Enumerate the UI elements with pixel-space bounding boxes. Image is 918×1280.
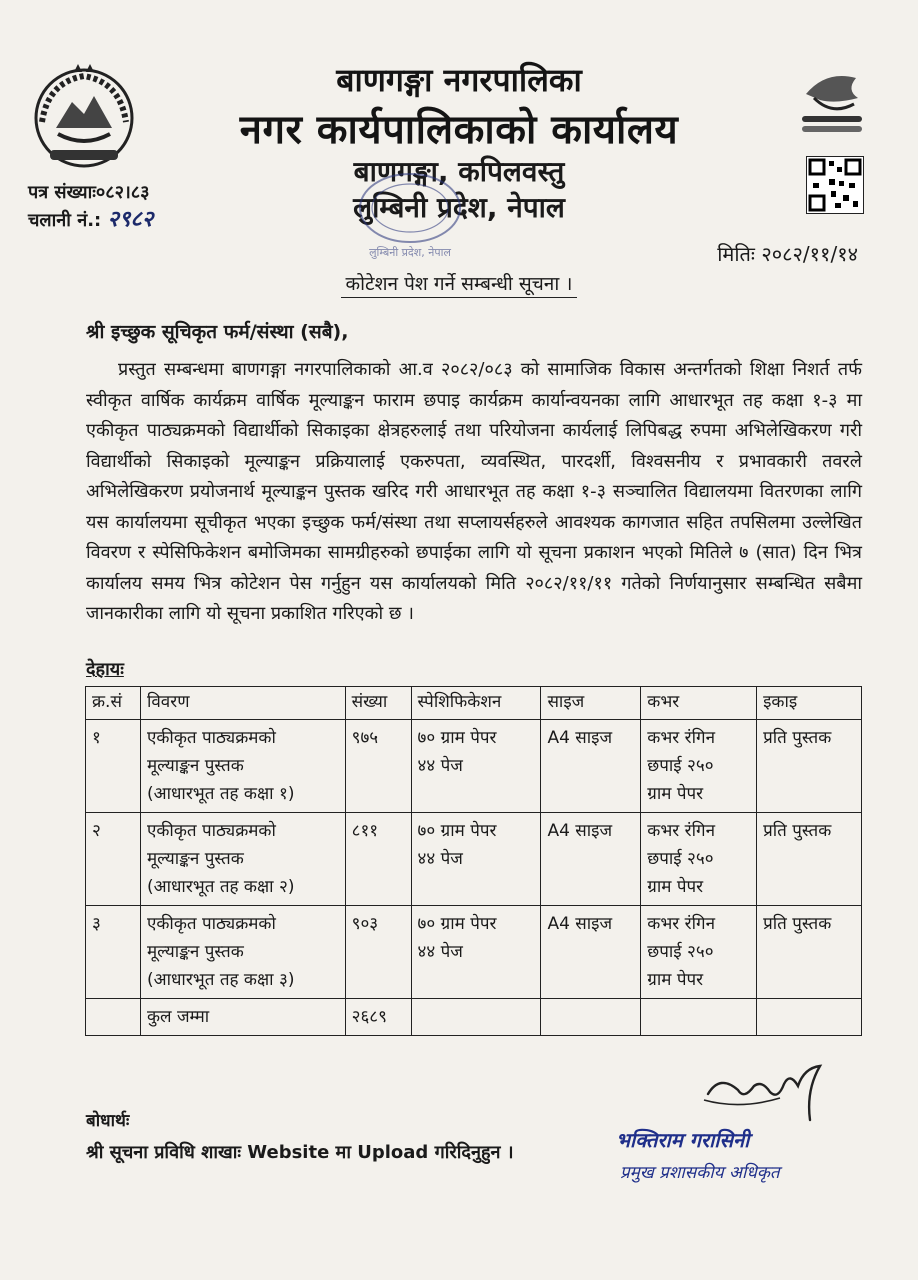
cell-sn: ३: [86, 906, 141, 999]
col-header-quantity: संख्या: [345, 687, 411, 720]
cover-line: कभर रंगिन: [647, 728, 716, 748]
desc-line: मूल्याङ्कन पुस्तक: [146, 942, 244, 962]
col-header-specification: स्पेशिफिकेशन: [411, 687, 541, 720]
cc-line: श्री सूचना प्रविधि शाखाः Website मा Upload गरिदिनुहुन ।: [86, 1142, 514, 1163]
notice-body: प्रस्तुत सम्बन्धमा बाणगङ्गा नगरपालिकाको आ.व २०८२/०८३ को सामाजिक विकास अन्तर्गतको शिक्षा निशर्त तर्फ स्वीकृत वार्षिक कार्यक्रम वार्षिक मूल्याङ्कन फाराम छपाइ कार्यक्रम कार्यान्वयनका लागि आधारभूत तह कक्षा १-३ मा एकीकृत पाठ्यक्रमको विद्यार्थीको सिकाइका क्षेत्रहरुलाई तथा परियोजना कार्यलाई लिपिबद्ध रुपमा अभिलेखिकरण गरी विद्यार्थीको सिकाइको मूल्याङ्कन प्रक्रियालाई एकरुपता, व्यवस्थित, पारदर्शी, विश्वसनीय र प्रभावकारी तवरले अभिलेखिकरण प्रयोजनार्थ मूल्याङ्कन पुस्तक खरिद गरी आधारभूत तह कक्षा १-३ सञ्चालित विद्यालयमा वितरणका लागि यस कार्यालयमा सूचीकृत भएका इच्छुक फर्म/संस्था तथा सप्लायर्सहरुले आवश्यक कागजात सहित तपसिलमा उल्लेखित विवरण र स्पेसिफिकेशन बमोजिमका सामग्रीहरुको छपाईका लागि यो सूचना प्रकाशन भएको मितिले ७ (सात) दिन भित्र कार्यालय समय भित्र कोटेशन पेस गर्नुहुन यस कार्यालयको मिति २०८२/११/११ गतेको निर्णयानुसार सम्बन्धित सबैमा जानकारीका लागि यो सूचना प्रकाशित गरिएको छ ।: [86, 359, 862, 624]
letter-number: [28, 180, 153, 206]
cell-specification: [411, 906, 541, 999]
address-line-2: लुम्बिनी प्रदेश, नेपाल: [353, 191, 565, 224]
table-total-row: [86, 999, 862, 1036]
cell-cover: [641, 813, 757, 906]
col-header-size: साइज: [541, 687, 641, 720]
col-header-cover: कभर: [641, 687, 757, 720]
cover-line: छपाई २५०: [647, 756, 714, 776]
cover-line: छपाई २५०: [647, 849, 714, 869]
cell-description: [140, 906, 345, 999]
table-row: [86, 813, 862, 906]
office-stamp: [354, 168, 476, 260]
letter-number-value: ०८२।८३: [95, 182, 150, 203]
cover-line: ग्राम पेपर: [647, 877, 704, 897]
desc-line: एकीकृत पाठ्यक्रमको: [146, 728, 276, 748]
spec-line: ४४ पेज: [417, 756, 463, 776]
cell-sn: १: [86, 720, 141, 813]
dispatch-number: [28, 206, 153, 234]
cover-line: कभर रंगिन: [647, 914, 716, 934]
spec-line: ४४ पेज: [417, 942, 463, 962]
cell-size: A4 साइज: [541, 720, 641, 813]
cell-size: A4 साइज: [541, 906, 641, 999]
total-value: २६८९: [345, 999, 411, 1036]
address-line-1: बाणगङ्गा, कपिलवस्तु: [353, 155, 565, 188]
signature: [680, 1060, 840, 1130]
cover-line: कभर रंगिन: [647, 821, 716, 841]
spec-line: ७० ग्राम पेपर: [417, 728, 497, 748]
letter-number-label: पत्र संख्याः: [28, 182, 96, 203]
cell-unit: प्रति पुस्तक: [757, 720, 862, 813]
desc-line: मूल्याङ्कन पुस्तक: [146, 849, 244, 869]
desc-line: एकीकृत पाठ्यक्रमको: [146, 821, 276, 841]
table-row: [86, 720, 862, 813]
col-header-sn: क्र.सं: [86, 687, 141, 720]
cover-line: ग्राम पेपर: [647, 784, 704, 804]
cell-empty: [86, 999, 141, 1036]
cover-line: छपाई २५०: [647, 942, 714, 962]
dispatch-number-label: चलानी नं.:: [28, 210, 102, 231]
desc-line: (आधारभूत तह कक्षा ३): [146, 970, 295, 990]
reference-block: [28, 180, 153, 234]
dispatch-number-value: २९८२: [107, 206, 154, 232]
notice-date: मितिः २०८२/११/१४: [717, 242, 858, 266]
table-header-row: [86, 687, 862, 720]
cell-specification: [411, 720, 541, 813]
cell-description: [140, 813, 345, 906]
office-name: नगर कार्यपालिकाको कार्यालय: [239, 107, 679, 153]
desc-line: मूल्याङ्कन पुस्तक: [146, 756, 244, 776]
cell-quantity: ९०३: [345, 906, 411, 999]
stamp-text: लुम्बिनी प्रदेश, नेपाल: [369, 246, 451, 259]
cell-cover: [641, 906, 757, 999]
desc-line: (आधारभूत तह कक्षा १): [146, 784, 295, 804]
desc-line: (आधारभूत तह कक्षा २): [146, 877, 295, 897]
notice-subject: [0, 270, 918, 296]
municipality-name: बाणगङ्गा नगरपालिका: [336, 61, 582, 99]
cell-cover: [641, 720, 757, 813]
cc-label: बोधार्थः: [86, 1111, 130, 1131]
cell-empty: [411, 999, 541, 1036]
cell-size: A4 साइज: [541, 813, 641, 906]
spec-line: ४४ पेज: [417, 849, 463, 869]
items-table: [85, 686, 862, 1036]
cell-description: [140, 720, 345, 813]
cell-quantity: ८११: [345, 813, 411, 906]
cell-empty: [541, 999, 641, 1036]
signatory-name: भक्तिराम गरासिनी: [616, 1128, 750, 1152]
spec-line: ७० ग्राम पेपर: [417, 821, 497, 841]
cell-empty: [757, 999, 862, 1036]
cell-quantity: ९७५: [345, 720, 411, 813]
spec-line: ७० ग्राम पेपर: [417, 914, 497, 934]
salutation: श्री इच्छुक सूचिकृत फर्म/संस्था (सबै),: [86, 321, 349, 343]
cell-sn: २: [86, 813, 141, 906]
col-header-unit: इकाइ: [757, 687, 862, 720]
col-header-description: विवरण: [140, 687, 345, 720]
details-label: देहायः: [86, 659, 124, 680]
cell-unit: प्रति पुस्तक: [757, 906, 862, 999]
subject-text: कोटेशन पेश गर्ने सम्बन्धी सूचना ।: [341, 273, 576, 298]
cell-unit: प्रति पुस्तक: [757, 813, 862, 906]
total-label: कुल जम्मा: [140, 999, 345, 1036]
cover-line: ग्राम पेपर: [647, 970, 704, 990]
cell-empty: [641, 999, 757, 1036]
cell-specification: [411, 813, 541, 906]
desc-line: एकीकृत पाठ्यक्रमको: [146, 914, 276, 934]
table-row: [86, 906, 862, 999]
signatory-title: प्रमुख प्रशासकीय अधिकृत: [620, 1163, 780, 1183]
